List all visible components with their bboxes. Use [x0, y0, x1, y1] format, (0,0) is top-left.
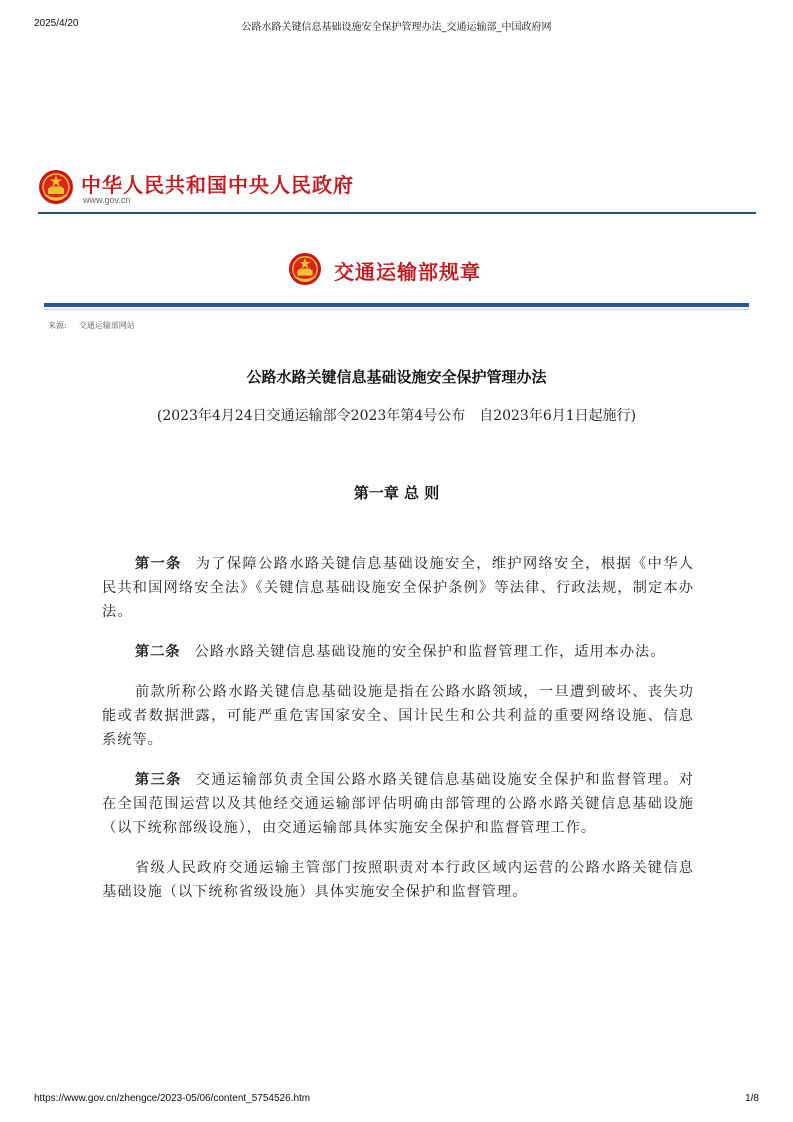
print-page-number: 1/8	[745, 1093, 759, 1104]
national-emblem-icon	[288, 252, 322, 286]
print-url[interactable]: https://www.gov.cn/zhengce/2023-05/06/content_5754526.htm	[34, 1093, 311, 1104]
ministry-banner	[0, 248, 793, 290]
paragraph	[102, 856, 694, 904]
paragraph-text: 公路水路关键信息基础设施的安全保护和监督管理工作，适用本办法。	[194, 644, 666, 660]
document-title: 公路水路关键信息基础设施安全保护管理办法	[246, 368, 547, 386]
source-value: 交通运输部网站	[78, 321, 135, 330]
paragraph-text: 省级人民政府交通运输主管部门按照职责对本行政区域内运营的公路水路关键信息基础设施（以下统称省级设施）具体实施安全保护和监督管理。	[102, 860, 694, 900]
paragraph	[102, 552, 694, 624]
paragraph-text: 为了保障公路水路关键信息基础设施安全，维护网络安全，根据《中华人民共和国网络安全法》《关键信息基础设施安全保护条例》等法律、行政法规，制定本办法。	[102, 556, 694, 620]
chapter-title: 第一章 总 则	[353, 484, 440, 502]
paragraph	[102, 640, 694, 664]
header-divider	[38, 212, 756, 214]
source-line	[48, 320, 135, 331]
ministry-banner-title: 交通运输部规章	[334, 260, 481, 284]
print-date: 2025/4/20	[34, 18, 79, 29]
article-label: 第二条	[135, 644, 181, 660]
paragraph-text: 前款所称公路水路关键信息基础设施是指在公路水路领域，一旦遭到破坏、丧失功能或者数据泄露，可能严重危害国家安全、国计民生和公共利益的重要网络设施、信息系统等。	[102, 684, 694, 748]
paragraph	[102, 768, 694, 840]
print-page-title: 公路水路关键信息基础设施安全保护管理办法_交通运输部_中国政府网	[241, 22, 552, 33]
paragraph	[102, 680, 694, 752]
paragraph-text: 交通运输部负责全国公路水路关键信息基础设施安全保护和监督管理。对在全国范围运营以及其他经交通运输部评估明确由部管理的公路水路关键信息基础设施（以下统称部级设施），由交通运输部具体实施安全保护和监督管理工作。	[102, 772, 694, 836]
site-name[interactable]: 中华人民共和国中央人民政府	[81, 173, 354, 197]
source-label: 来源:	[48, 321, 67, 330]
ministry-divider-thin	[44, 309, 749, 310]
document-body	[102, 552, 694, 920]
document-subtitle: (2023年4月24日交通运输部令2023年第4号公布 自2023年6月1日起施行)	[156, 408, 637, 424]
national-emblem-icon	[38, 169, 74, 205]
ministry-divider	[44, 303, 749, 307]
article-label: 第三条	[135, 772, 182, 788]
site-domain[interactable]: www.gov.cn	[83, 195, 131, 205]
article-label: 第一条	[135, 556, 182, 572]
site-header	[38, 165, 758, 213]
